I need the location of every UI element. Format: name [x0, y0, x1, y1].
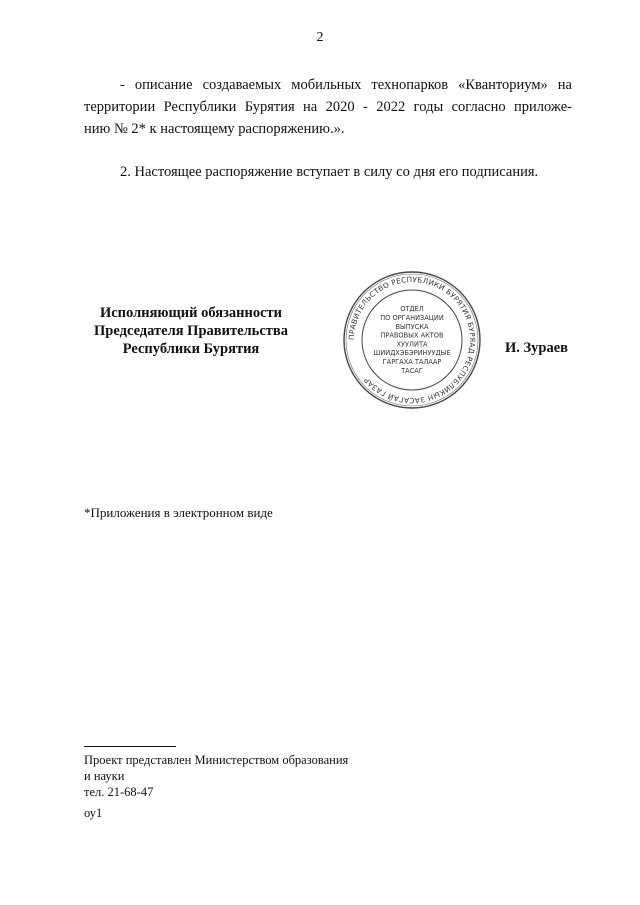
- seal-inner-line: ГАРГАХА ТАЛААР: [382, 358, 442, 366]
- document-code: оу1: [84, 806, 103, 820]
- seal-inner-line: ТАСАГ: [401, 366, 423, 375]
- footer-line: и науки: [84, 769, 125, 783]
- footnote: *Приложения в электронном виде: [84, 505, 273, 520]
- seal-inner-line: ПРАВОВЫХ АКТОВ: [380, 331, 444, 340]
- footer-line: Проект представлен Министерством образования: [84, 753, 349, 767]
- seal-inner-line: ОТДЕЛ: [400, 305, 424, 314]
- paragraph-line: 2. Настоящее распоряжение вступает в силу со дня его подписания.: [120, 164, 539, 180]
- paragraph-line: - описание создаваемых мобильных технопарков «Кванториум» на: [120, 77, 572, 93]
- seal-inner-line: ШИИДХЭБЭРИНУУДЫЕ: [373, 349, 451, 358]
- paragraph-line: нию № 2* к настоящему распоряжению.».: [84, 121, 345, 137]
- footer-line: тел. 21-68-47: [84, 785, 154, 799]
- paragraph-effective: [84, 161, 572, 183]
- signatory-name: И. Зураев: [505, 340, 569, 356]
- footer-info: [84, 752, 348, 800]
- seal-inner-line: ПО ОРГАНИЗАЦИИ: [380, 314, 444, 322]
- signatory-title-line: Республики Бурятия: [122, 341, 260, 357]
- signatory-title-line: Исполняющий обязанности: [99, 305, 283, 321]
- official-seal: [342, 270, 482, 410]
- signatory-title: [76, 304, 306, 358]
- footer-divider: [84, 746, 176, 747]
- seal-inner-text: [373, 305, 450, 375]
- seal-inner-line: ХУУЛИТА: [396, 340, 428, 349]
- page-number: 2: [316, 30, 324, 45]
- paragraph-line: территории Республики Бурятия на 2020 - 2022 годы согласно приложе-: [84, 99, 572, 115]
- seal-ring-text: ПРАВИТЕЛЬСТВО РЕСПУБЛИКИ БУРЯТИЯ БУРЯАД РЕСПУБЛИКЫН ЗАСАГАЙ ГАЗАР: [346, 274, 478, 406]
- signatory-title-line: Председателя Правительства: [94, 323, 288, 339]
- seal-inner-line: ВЫПУСКА: [395, 322, 429, 331]
- paragraph-description: [84, 74, 572, 140]
